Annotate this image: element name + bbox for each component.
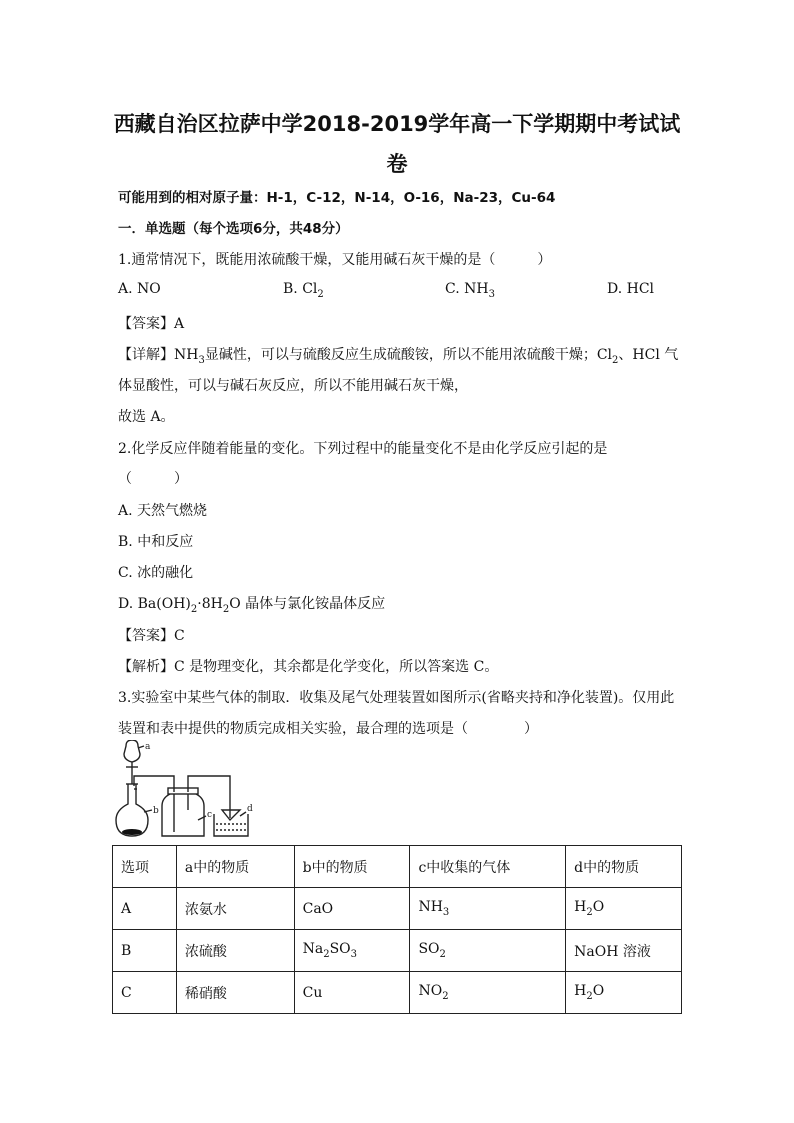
table-cell: NaOH 溶液 xyxy=(566,930,682,972)
table-header-cell: c中收集的气体 xyxy=(410,846,566,888)
table-header-row xyxy=(113,846,682,888)
table-cell: CaO xyxy=(294,888,410,930)
apparatus-diagram xyxy=(112,740,272,840)
q1-stem: 1.通常情况下，既能用浓硫酸干燥，又能用碱石灰干燥的是（ ） xyxy=(118,252,552,268)
table-cell: 稀硝酸 xyxy=(176,972,294,1014)
q2-answer: 【答案】C xyxy=(118,628,185,644)
table-cell: $H_2O$ xyxy=(566,972,682,1014)
title-line-2: 卷 xyxy=(386,152,408,176)
q2-option-b: B. 中和反应 xyxy=(118,534,194,550)
table-cell: $NH_3$ xyxy=(410,888,566,930)
solid-b xyxy=(122,829,142,835)
q2-option-c: C. 冰的融化 xyxy=(118,565,194,581)
funnel-icon xyxy=(124,740,140,762)
q2-paren: （ ） xyxy=(118,471,188,487)
table-cell: Cu xyxy=(294,972,410,1014)
q1-answer: 【答案】A xyxy=(118,316,185,332)
table-cell: A xyxy=(113,888,177,930)
q2-stem: 2.化学反应伴随着能量的变化。下列过程中的能量变化不是由化学反应引起的是 xyxy=(118,441,608,457)
label-d: d xyxy=(247,804,253,814)
document-title xyxy=(100,104,694,184)
table-cell: 浓硫酸 xyxy=(176,930,294,972)
options-table xyxy=(112,845,682,1014)
table-header-cell: a中的物质 xyxy=(176,846,294,888)
table-row xyxy=(113,930,682,972)
label-c: c xyxy=(207,810,213,820)
label-a: a xyxy=(145,742,151,752)
q1-detail-line-1: 【详解】$NH_3$显碱性，可以与硫酸反应生成硫酸铵，所以不能用浓硫酸干燥；$Cl_2$、HCl 气 xyxy=(118,347,679,366)
table-cell: $H_2O$ xyxy=(566,888,682,930)
table-cell: C xyxy=(113,972,177,1014)
table-row xyxy=(113,972,682,1014)
title-line-1: 西藏自治区拉萨中学2018-2019学年高一下学期期中考试试 xyxy=(113,112,681,136)
q3-stem-line-1: 3.实验室中某些气体的制取．收集及尾气处理装置如图所示(省略夹持和净化装置)。仅用此 xyxy=(118,690,675,706)
table-cell: $Na_2SO_3$ xyxy=(294,930,410,972)
section-heading: 一．单选题（每个选项6分，共48分） xyxy=(118,221,349,237)
atomic-masses: 可能用到的相对原子量：H-1，C-12，N-14，O-16，Na-23，Cu-64 xyxy=(118,190,556,206)
q1-detail-line-3: 故选 A。 xyxy=(118,409,175,425)
table-cell: $SO_2$ xyxy=(410,930,566,972)
q2-option-d: D. $Ba(OH)_2\cdot 8H_2O$ 晶体与氯化铵晶体反应 xyxy=(118,596,386,615)
q2-option-a: A. 天然气燃烧 xyxy=(118,503,208,519)
q1-option-c: C. $NH_3$ xyxy=(445,281,495,300)
table-header-cell: b中的物质 xyxy=(294,846,410,888)
table-header-cell: d中的物质 xyxy=(566,846,682,888)
label-b: b xyxy=(153,806,159,816)
table-cell: $NO_2$ xyxy=(410,972,566,1014)
q3-stem-line-2: 装置和表中提供的物质完成相关实验，最合理的选项是（ ） xyxy=(118,721,538,737)
table-cell: 浓氨水 xyxy=(176,888,294,930)
q1-detail-line-2: 体显酸性，可以与碱石灰反应，所以不能用碱石灰干燥， xyxy=(118,378,468,394)
table-cell: B xyxy=(113,930,177,972)
q1-option-b: B. $Cl_2$ xyxy=(283,281,324,300)
table-row xyxy=(113,888,682,930)
q1-option-a: A. NO xyxy=(118,281,161,297)
q2-analysis: 【解析】C 是物理变化，其余都是化学变化，所以答案选 C。 xyxy=(118,659,499,675)
table-header-cell: 选项 xyxy=(113,846,177,888)
q1-option-d: D. HCl xyxy=(607,281,655,297)
